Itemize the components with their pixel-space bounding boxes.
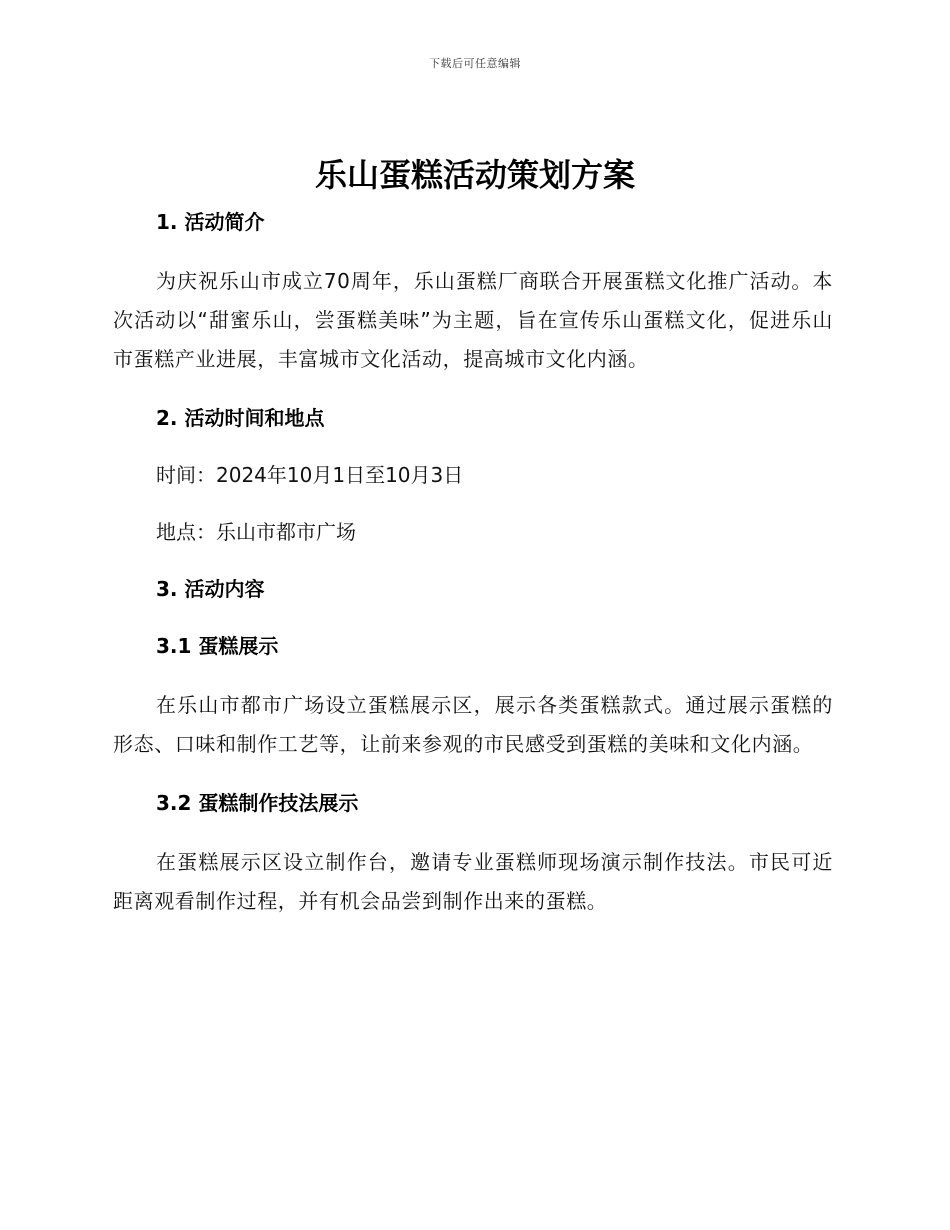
event-place: 地点：乐山市都市广场: [156, 520, 356, 544]
section-heading-intro: 1. 活动简介: [156, 210, 265, 234]
header-note: 下载后可任意编辑: [429, 57, 521, 70]
event-time: 时间：2024年10月1日至10月3日: [156, 463, 464, 487]
document-body: [113, 205, 833, 921]
cake-display-paragraph: 在乐山市都市广场设立蛋糕展示区，展示各类蛋糕款式。通过展示蛋糕的形态、口味和制作工艺等，让前来参观的市民感受到蛋糕的美味和文化内涵。: [113, 693, 833, 756]
section-heading-time-place: 2. 活动时间和地点: [156, 406, 325, 430]
subsection-heading-cake-display: 3.1 蛋糕展示: [156, 634, 279, 658]
section-heading-content: 3. 活动内容: [156, 577, 265, 601]
intro-paragraph: 为庆祝乐山市成立70周年，乐山蛋糕厂商联合开展蛋糕文化推广活动。本次活动以“甜蜜乐山，尝蛋糕美味”为主题，旨在宣传乐山蛋糕文化，促进乐山市蛋糕产业进展，丰富城市文化活动，提高城市文化内涵。: [113, 269, 833, 371]
cake-technique-paragraph: 在蛋糕展示区设立制作台，邀请专业蛋糕师现场演示制作技法。市民可近距离观看制作过程，并有机会品尝到制作出来的蛋糕。: [113, 850, 833, 913]
document-title: 乐山蛋糕活动策划方案: [314, 156, 635, 194]
subsection-heading-cake-technique: 3.2 蛋糕制作技法展示: [156, 791, 359, 815]
